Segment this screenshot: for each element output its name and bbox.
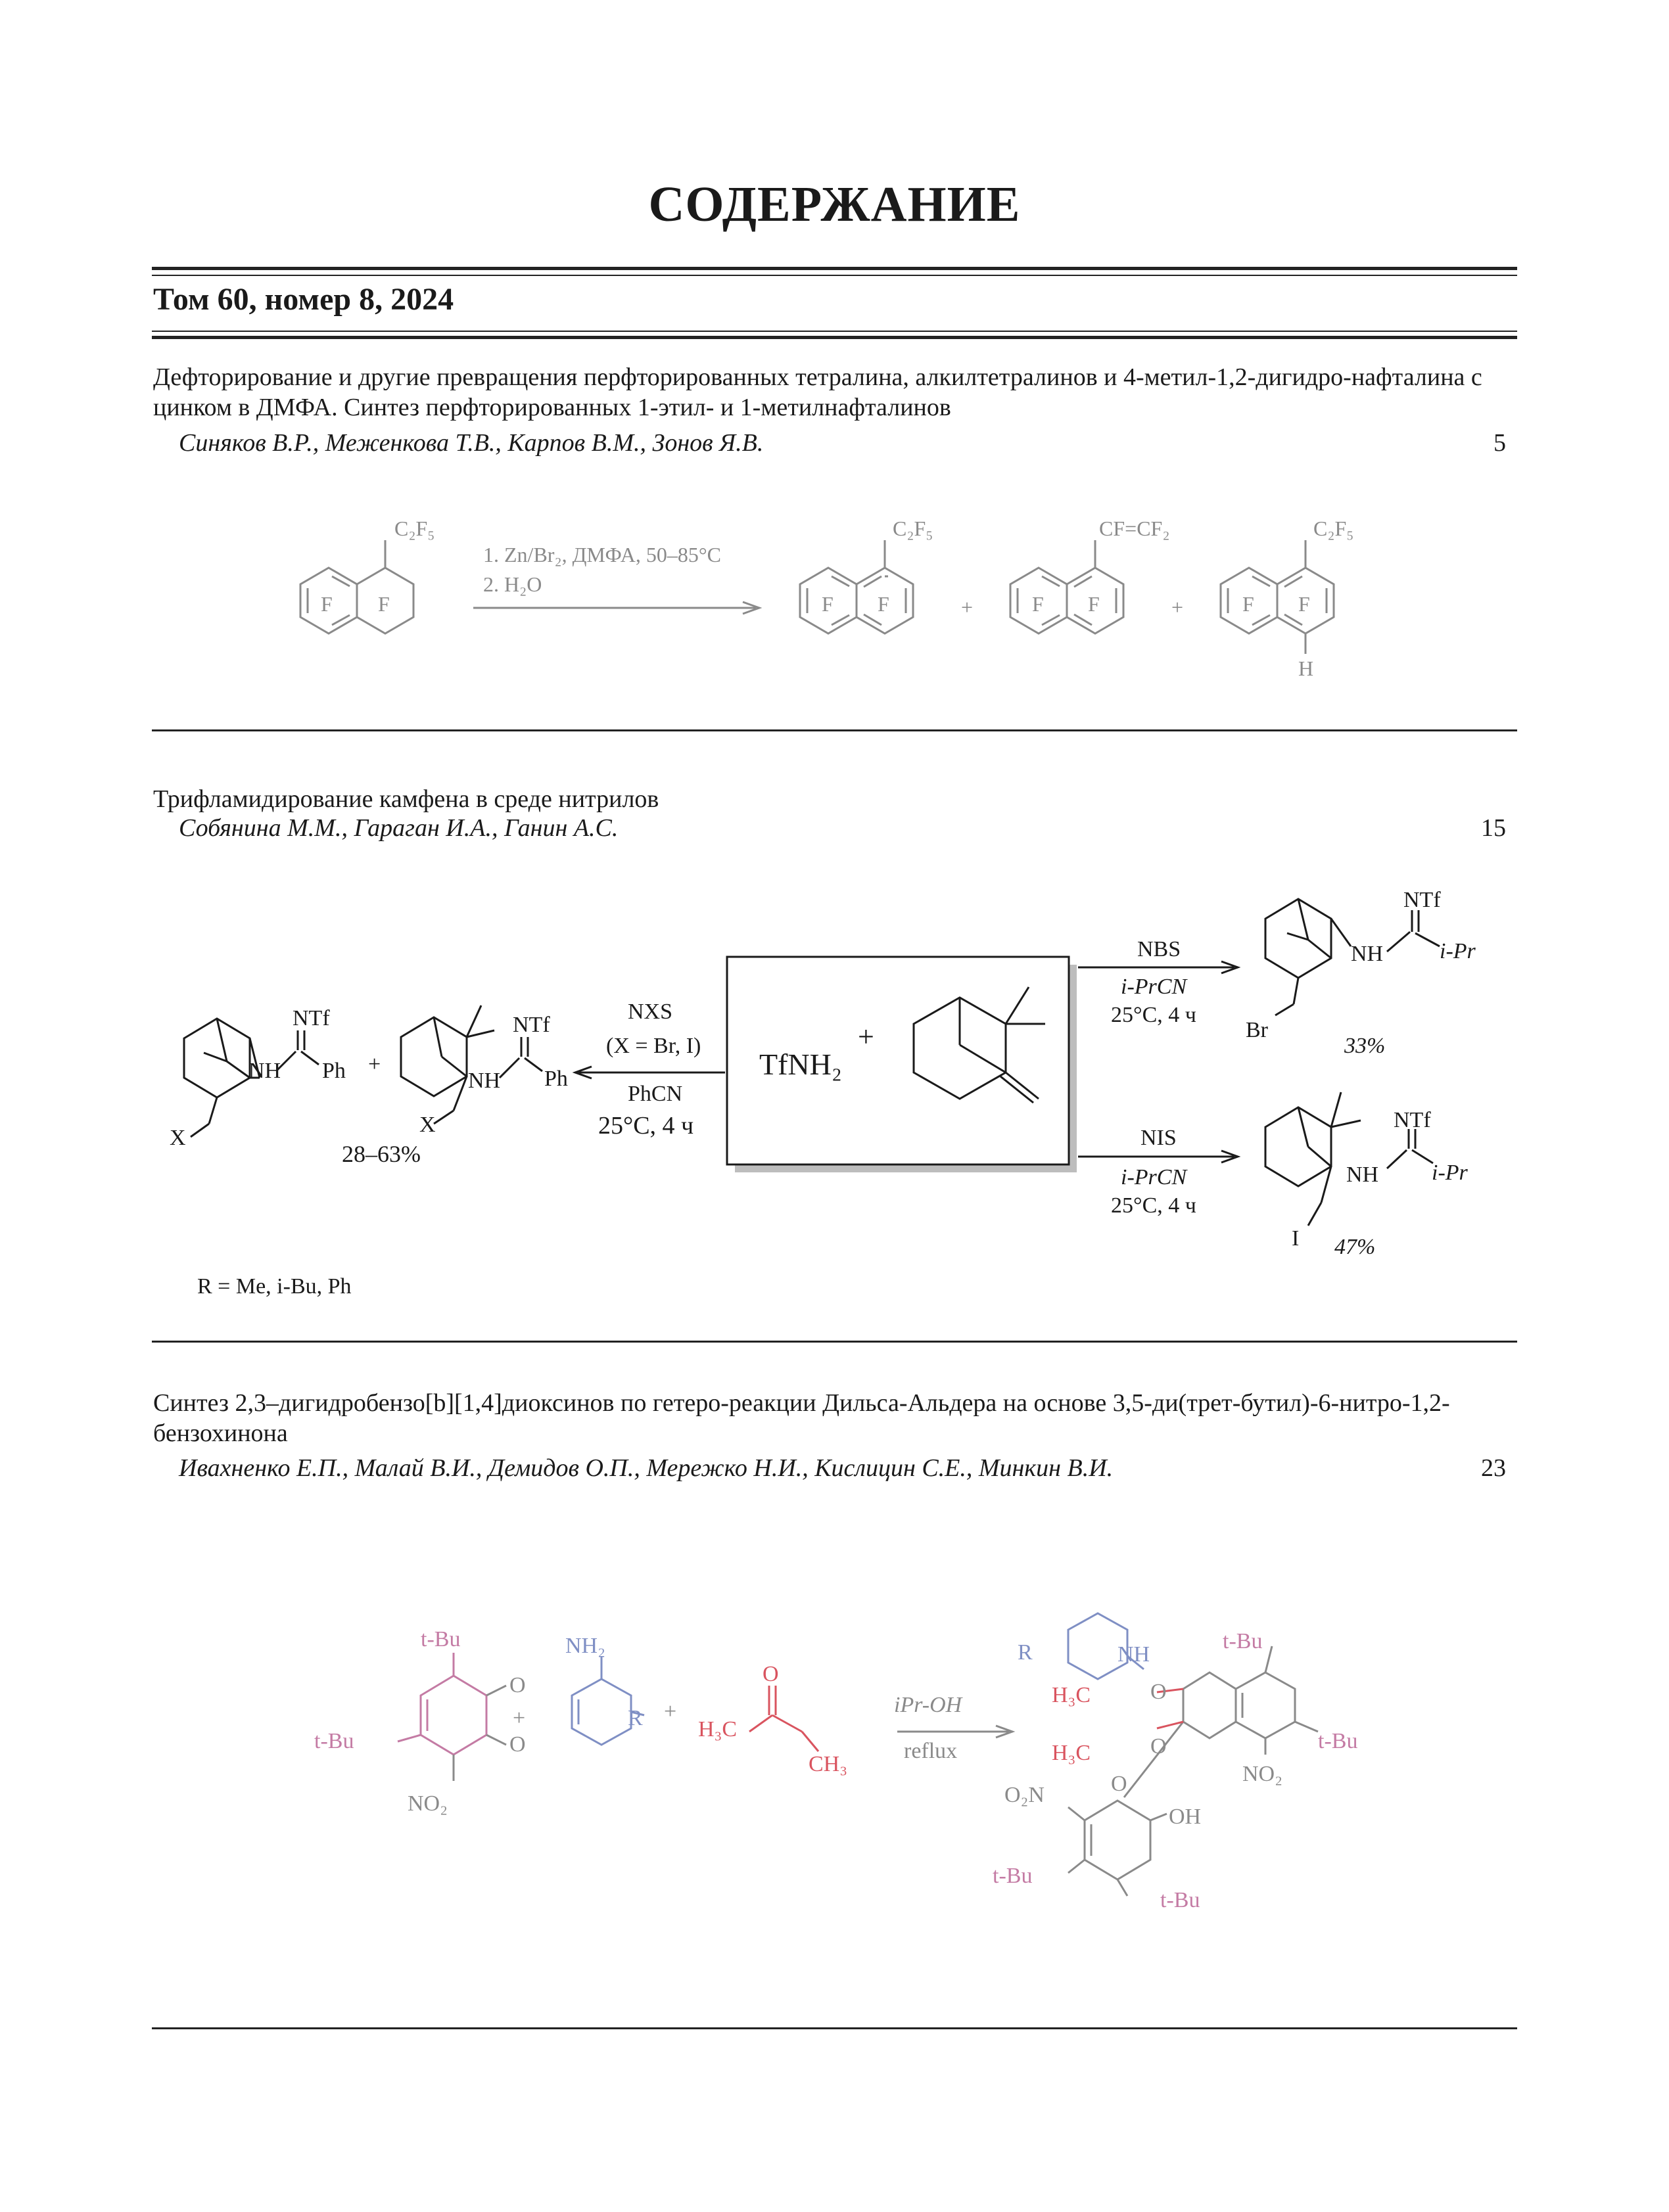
left-products-yield: 28–63% — [342, 1141, 421, 1167]
article-3-page-number[interactable]: 23 — [1481, 1454, 1506, 1482]
product-3-ring-f: F — [1242, 592, 1254, 616]
product-1-c2f5-label: C₂F₅ — [893, 517, 933, 540]
product-h3c-top: H₃C — [1052, 1683, 1091, 1707]
bottom-product-yield: 47% — [1334, 1235, 1376, 1259]
product-tbu-lower-left: t-Bu — [993, 1864, 1033, 1888]
top-product-nh: NH — [1351, 942, 1384, 966]
article-1-title: Дефторирование и другие превращения перфторированных тетралина, алкилтетралинов и 4-метил-1,2-дигидро-нафталина с цинком в ДМФА. Синтез перфторированных 1-этил- и 1-метилнафталинов — [153, 363, 1482, 421]
product-h3c-bottom: H₃C — [1052, 1741, 1091, 1765]
quinone-no2: NO₂ — [408, 1791, 448, 1816]
r-definition-note: R = Me, i-Bu, Ph — [197, 1274, 352, 1299]
bottom-arrow-solvent: i-PrCN — [1121, 1165, 1187, 1189]
scheme-3-condition-reflux: reflux — [904, 1739, 958, 1763]
left-products-plus: + — [368, 1052, 381, 1076]
product-no2: NO₂ — [1242, 1762, 1282, 1786]
scheme-3-plus-2: + — [664, 1699, 677, 1724]
quinone-o-top: O — [509, 1673, 526, 1697]
issue-rule-bottom — [152, 336, 1517, 339]
scheme-1-plus: + — [961, 595, 974, 619]
article-1-scheme — [0, 506, 1669, 703]
bottom-arrow-conditions: 25°C, 4 ч — [1111, 1193, 1196, 1218]
product-oh: OH — [1169, 1805, 1202, 1829]
quinone-tbu-left: t-Bu — [314, 1729, 354, 1753]
product-3-h-label: H — [1298, 657, 1314, 680]
product-3-c2f5-label: C₂F₅ — [1313, 517, 1354, 540]
top-product-br: Br — [1246, 1018, 1268, 1042]
bottom-product-i: I — [1292, 1226, 1300, 1251]
left-arrow-x-note: (X = Br, I) — [606, 1034, 701, 1058]
page-title: СОДЕРЖАНИЕ — [648, 177, 1021, 232]
tetralin-ring-f-label: F — [321, 592, 333, 616]
left-arrow-reagent: NXS — [628, 1000, 673, 1024]
left-product-1-ntf: NTf — [293, 1006, 330, 1030]
butanone-o: O — [763, 1662, 779, 1686]
left-product-2-nh: NH — [468, 1069, 501, 1093]
butanone-ch3: CH₃ — [809, 1752, 848, 1776]
left-product-2-ph: Ph — [544, 1067, 568, 1091]
left-product-1-x: X — [170, 1126, 186, 1150]
butanone-h3c: H₃C — [698, 1717, 738, 1741]
left-product-2-x: X — [419, 1113, 436, 1137]
scheme-1-plus-2: + — [1171, 595, 1184, 619]
product-3-ring-f-2: F — [1298, 592, 1310, 616]
article-3-divider — [152, 2027, 1517, 2029]
product-2-ring-f-2: F — [1088, 592, 1100, 616]
scheme-3-condition-solvent: iPr-OH — [894, 1693, 962, 1717]
top-product-yield: 33% — [1344, 1034, 1386, 1058]
product-tbu-right: t-Bu — [1318, 1729, 1358, 1753]
article-3-scheme — [0, 1564, 1669, 1971]
header-rule-top — [152, 267, 1517, 270]
top-product-ntf: NTf — [1403, 888, 1441, 912]
tetralin-c2f5-label: C₂F₅ — [394, 517, 435, 540]
quinone-tbu-top: t-Bu — [421, 1627, 461, 1651]
top-arrow-reagent: NBS — [1137, 937, 1181, 961]
left-product-1-nh: NH — [248, 1059, 281, 1083]
top-arrow-solvent: i-PrCN — [1121, 975, 1187, 999]
product-2-cfcf2-label: CF=CF₂ — [1099, 517, 1170, 540]
top-arrow-conditions: 25°C, 4 ч — [1111, 1003, 1196, 1027]
quinone-o-bottom: O — [509, 1732, 526, 1757]
article-2-title: Трифламидирование камфена в среде нитрилов — [153, 785, 659, 813]
product-o-phenoxy: O — [1111, 1772, 1127, 1796]
product-aryl-r: R — [1018, 1640, 1033, 1665]
reagent-plus: + — [858, 1021, 874, 1053]
top-product-ipr: i-Pr — [1440, 939, 1476, 963]
article-1-authors: Синяков В.Р., Меженкова Т.В., Карпов В.М., Зонов Я.В. — [179, 429, 764, 457]
reagent-tfnh2: TfNH₂ — [759, 1048, 842, 1081]
article-2-divider — [152, 1341, 1517, 1343]
left-arrow-solvent: PhCN — [628, 1082, 683, 1106]
product-o2n: O₂N — [1004, 1783, 1045, 1807]
article-1-page-number[interactable]: 5 — [1493, 429, 1506, 457]
tetralin-ring-f-label-2: F — [378, 592, 390, 616]
product-2-ring-f: F — [1032, 592, 1044, 616]
product-nh: NH — [1117, 1642, 1150, 1667]
bottom-product-nh: NH — [1346, 1163, 1379, 1187]
article-1-divider — [152, 729, 1517, 731]
header-rule-top-thin — [152, 275, 1517, 276]
product-1-ring-f-2: F — [878, 592, 889, 616]
left-product-1-ph: Ph — [322, 1059, 346, 1083]
product-tbu-lower-right: t-Bu — [1160, 1888, 1200, 1912]
issue-rule-thin — [152, 331, 1517, 332]
product-o-upper: O — [1150, 1680, 1167, 1704]
product-o-lower: O — [1150, 1734, 1167, 1759]
left-product-2-ntf: NTf — [513, 1013, 550, 1037]
article-2-authors: Собянина М.М., Гараган И.А., Ганин А.С. — [179, 814, 619, 842]
bottom-arrow-reagent: NIS — [1140, 1126, 1177, 1150]
article-3-authors: Ивахненко Е.П., Малай В.И., Демидов О.П., Мережко Н.И., Кислицин С.Е., Минкин В.И. — [179, 1454, 1114, 1482]
bottom-product-ipr: i-Pr — [1432, 1161, 1468, 1185]
left-arrow-conditions: 25°C, 4 ч — [598, 1112, 694, 1140]
condition-1: 1. Zn/Br₂, ДМФА, 50–85°C — [483, 543, 721, 566]
article-2-page-number[interactable]: 15 — [1481, 814, 1506, 842]
aniline-r: R — [628, 1706, 643, 1730]
article-2-scheme — [0, 881, 1669, 1301]
issue-line: Том 60, номер 8, 2024 — [153, 282, 454, 317]
condition-2: 2. H₂O — [483, 572, 542, 596]
scheme-3-plus-1: + — [513, 1706, 526, 1730]
aniline-nh2: NH₂ — [565, 1634, 605, 1658]
bottom-product-ntf: NTf — [1394, 1108, 1431, 1132]
article-3-title: Синтез 2,3–дигидробензо[b][1,4]диоксинов по гетеро-реакции Дильса-Альдера на основе 3,5-ди(трет-бутил)-6-нитро-1,2-бензохинона — [153, 1389, 1450, 1447]
product-1-ring-f: F — [822, 592, 834, 616]
product-tbu-top: t-Bu — [1223, 1629, 1263, 1653]
